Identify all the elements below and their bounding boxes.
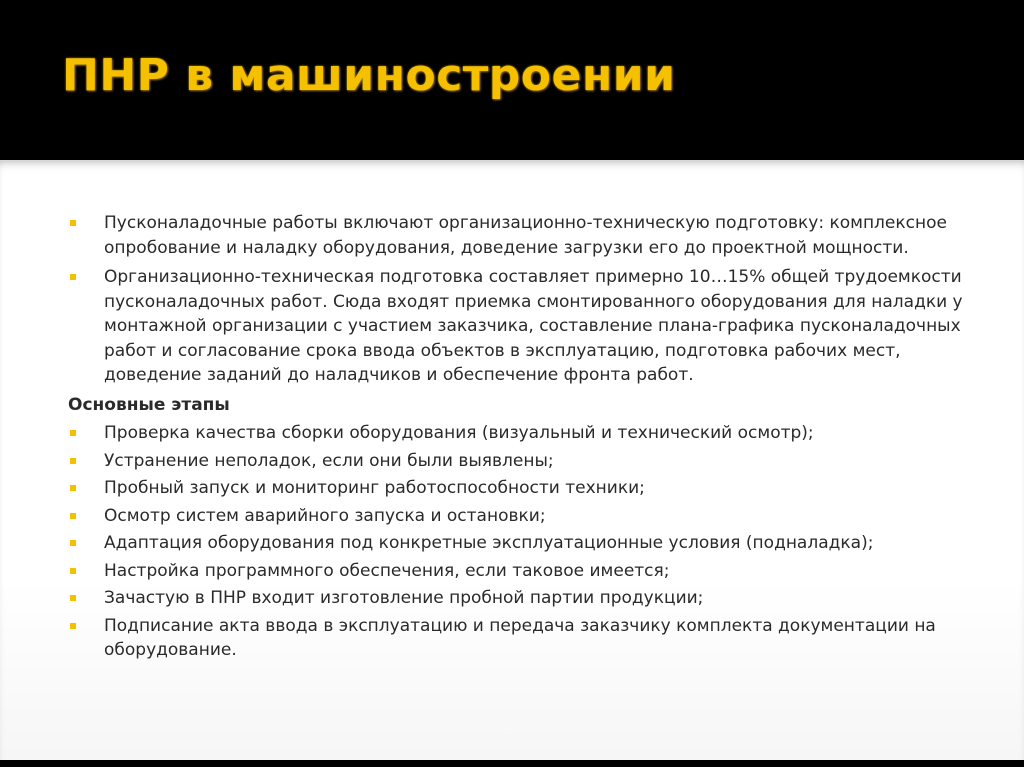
list-item-text: Устранение неполадок, если они были выявлены; bbox=[104, 450, 554, 471]
square-bullet-icon bbox=[70, 513, 76, 519]
list-item-text: Организационно-техническая подготовка составляет примерно 10…15% общей трудоемкости пусконаладочных работ. Сюда входят приемка смонтированного оборудования для наладки у монтажной организации с участием заказчика, составление плана-графика пусконаладочных работ и согласование срока ввода объектов в эксплуатацию, подготовка рабочих мест, доведение заданий до наладчиков и обеспечение фронта работ. bbox=[104, 267, 963, 385]
slide-title: ПНР в машиностроении bbox=[62, 50, 676, 101]
list-item-text: Пробный запуск и мониторинг работоспособности техники; bbox=[104, 478, 645, 498]
list-item bbox=[68, 614, 968, 663]
list-item bbox=[68, 531, 968, 556]
list-item bbox=[68, 421, 968, 446]
square-bullet-icon bbox=[70, 220, 76, 226]
list-item-text: Адаптация оборудования под конкретные эксплуатационные условия (подналадка); bbox=[104, 533, 874, 553]
list-item-text: Осмотр систем аварийного запуска и остановки; bbox=[104, 505, 546, 526]
list-item bbox=[68, 449, 968, 474]
square-bullet-icon bbox=[70, 485, 76, 491]
square-bullet-icon bbox=[70, 274, 76, 280]
list-item-text: Подписание акта ввода в эксплуатацию и передача заказчику комплекта документации на оборудование. bbox=[104, 615, 936, 660]
square-bullet-icon bbox=[70, 595, 76, 601]
square-bullet-icon bbox=[70, 623, 76, 629]
list-item-text: Настройка программного обеспечения, если таковое имеется; bbox=[104, 560, 670, 581]
list-item-text: Пусконаладочные работы включают организационно-техническую подготовку: комплексное опробование и наладку оборудования, доведение загрузки его до проектной мощности. bbox=[104, 213, 947, 258]
square-bullet-icon bbox=[70, 458, 76, 464]
square-bullet-icon bbox=[70, 430, 76, 436]
list-item-text: Проверка качества сборки оборудования (визуальный и технический осмотр); bbox=[104, 423, 814, 443]
content-panel bbox=[0, 160, 1024, 761]
title-band bbox=[0, 0, 1024, 158]
list-item bbox=[68, 504, 968, 529]
section-heading: Основные этапы bbox=[68, 394, 230, 415]
list-item bbox=[68, 476, 968, 501]
list-item-text: Зачастую в ПНР входит изготовление пробной партии продукции; bbox=[104, 588, 704, 608]
list-item bbox=[68, 586, 968, 611]
list-item bbox=[68, 265, 968, 388]
steps-list bbox=[68, 421, 968, 663]
bottom-bar bbox=[0, 760, 1024, 767]
list-item bbox=[68, 211, 968, 260]
slide-content bbox=[68, 211, 968, 666]
list-item bbox=[68, 559, 968, 584]
square-bullet-icon bbox=[70, 568, 76, 574]
square-bullet-icon bbox=[70, 540, 76, 546]
intro-list bbox=[68, 211, 968, 388]
